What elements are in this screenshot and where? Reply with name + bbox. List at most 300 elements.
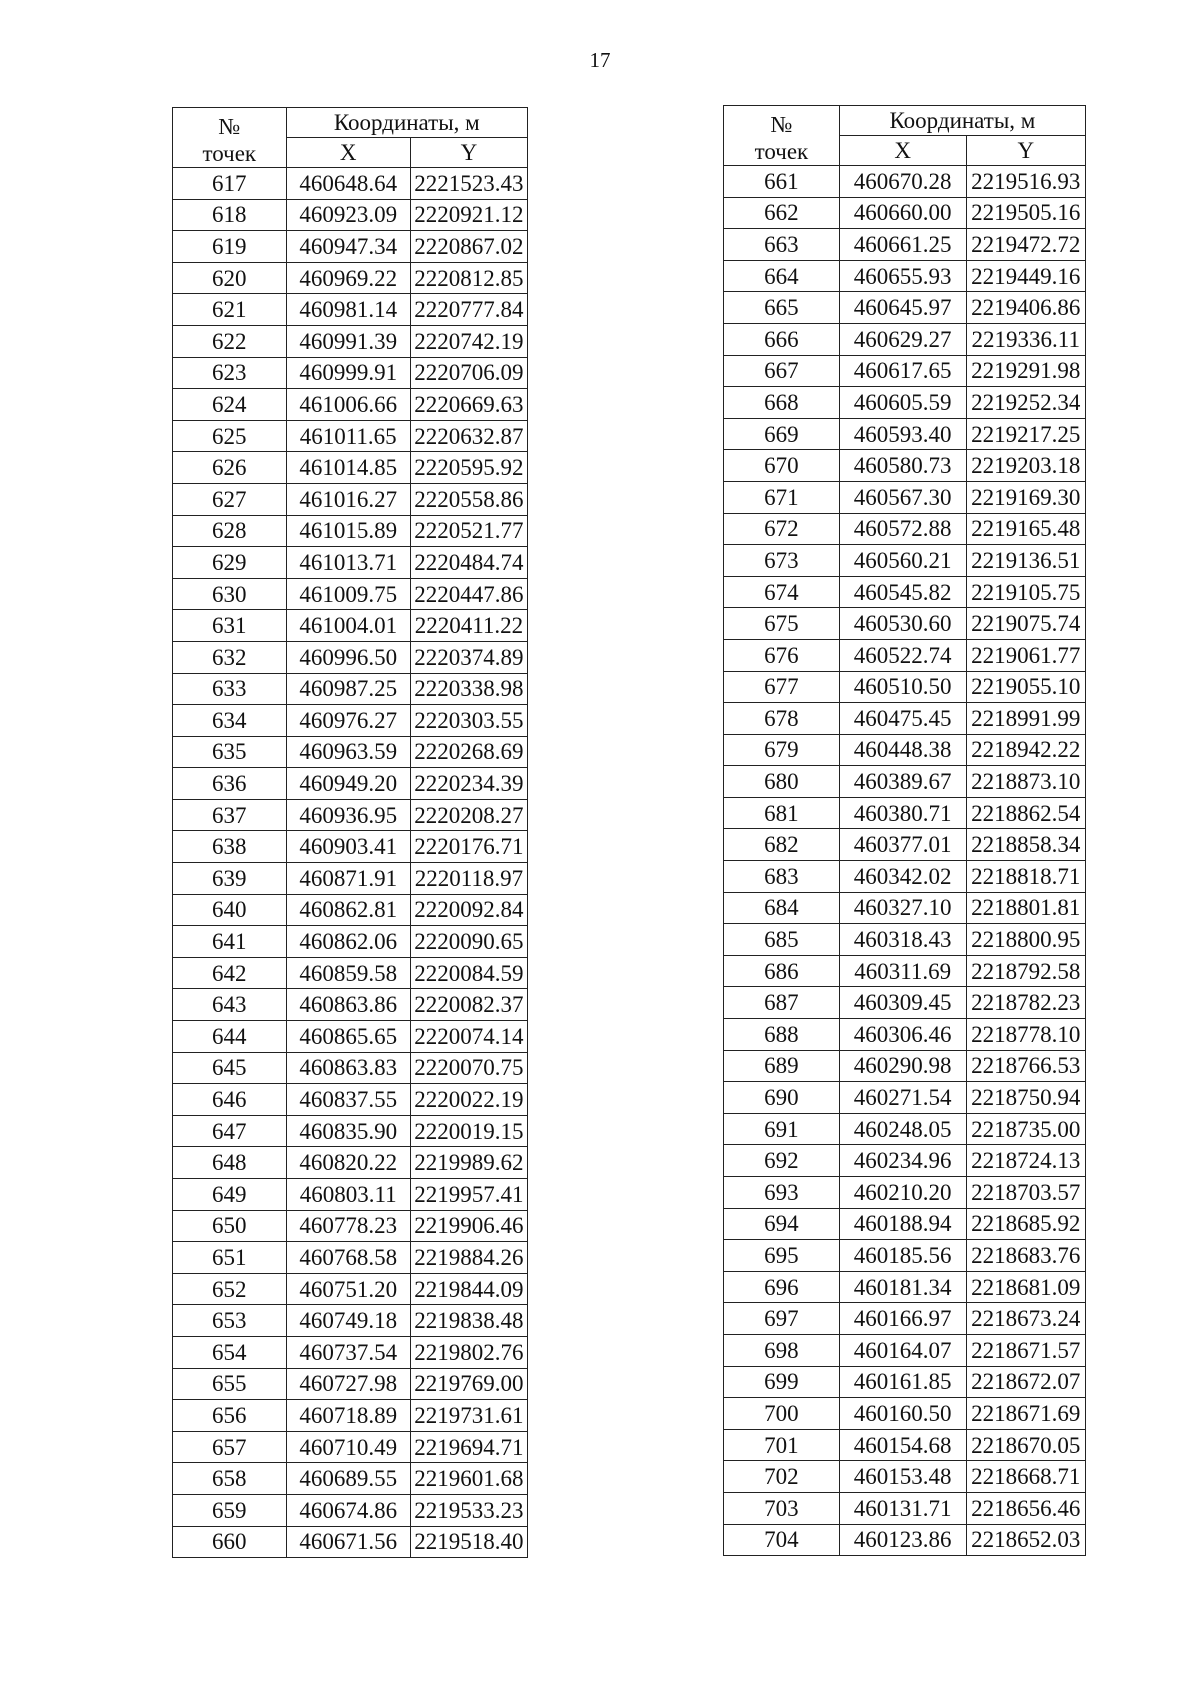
table-row (724, 1429, 1086, 1461)
point-number-cell: 655 (173, 1368, 287, 1400)
point-number-cell: 694 (724, 1208, 840, 1240)
table-row (173, 1052, 528, 1084)
point-number-cell: 677 (724, 671, 840, 703)
table-row (724, 292, 1086, 324)
y-coordinate-cell: 2219505.16 (966, 197, 1085, 229)
point-number-cell: 672 (724, 513, 840, 545)
point-number-cell: 658 (173, 1463, 287, 1495)
table-body (173, 168, 528, 1558)
table-body (724, 166, 1086, 1556)
table-row (173, 1147, 528, 1179)
y-column-header: Y (966, 136, 1085, 166)
y-coordinate-cell: 2219731.61 (410, 1400, 527, 1432)
table-row (724, 481, 1086, 513)
y-coordinate-cell: 2218750.94 (966, 1082, 1085, 1114)
x-coordinate-cell: 460947.34 (286, 231, 410, 263)
table-row (173, 515, 528, 547)
x-coordinate-cell: 460160.50 (839, 1398, 966, 1430)
x-coordinate-cell: 460153.48 (839, 1461, 966, 1493)
table-row (173, 926, 528, 958)
table-row (173, 199, 528, 231)
x-coordinate-cell: 460671.56 (286, 1526, 410, 1558)
table-row (724, 450, 1086, 482)
y-coordinate-cell: 2219336.11 (966, 323, 1085, 355)
table-row (724, 1492, 1086, 1524)
y-coordinate-cell: 2219957.41 (410, 1179, 527, 1211)
x-coordinate-cell: 460593.40 (839, 418, 966, 450)
y-coordinate-cell: 2218673.24 (966, 1303, 1085, 1335)
point-number-cell: 702 (724, 1461, 840, 1493)
point-number-cell: 645 (173, 1052, 287, 1084)
table-row (173, 1179, 528, 1211)
table-row (173, 641, 528, 673)
point-number-cell: 669 (724, 418, 840, 450)
table-row (724, 987, 1086, 1019)
table-row (724, 1366, 1086, 1398)
point-number-cell: 690 (724, 1082, 840, 1114)
point-number-cell: 701 (724, 1429, 840, 1461)
y-coordinate-cell: 2219449.16 (966, 260, 1085, 292)
x-coordinate-cell: 460803.11 (286, 1179, 410, 1211)
table-row (724, 1334, 1086, 1366)
table-row (173, 1400, 528, 1432)
point-number-cell: 622 (173, 325, 287, 357)
table-row (173, 1273, 528, 1305)
table-row (173, 420, 528, 452)
y-coordinate-cell: 2218683.76 (966, 1240, 1085, 1272)
x-coordinate-cell: 460164.07 (839, 1334, 966, 1366)
y-coordinate-cell: 2219105.75 (966, 576, 1085, 608)
point-number-cell: 649 (173, 1179, 287, 1211)
table-row (724, 1303, 1086, 1335)
x-coordinate-cell: 460865.65 (286, 1021, 410, 1053)
table-row (173, 1305, 528, 1337)
y-coordinate-cell: 2218991.99 (966, 703, 1085, 735)
y-coordinate-cell: 2220669.63 (410, 389, 527, 421)
table-row (173, 610, 528, 642)
table-row (724, 924, 1086, 956)
y-coordinate-cell: 2218778.10 (966, 1019, 1085, 1051)
point-number-cell: 628 (173, 515, 287, 547)
x-column-header: X (286, 138, 410, 168)
x-coordinate-cell: 460318.43 (839, 924, 966, 956)
x-coordinate-cell: 460863.83 (286, 1052, 410, 1084)
y-coordinate-cell: 2219838.48 (410, 1305, 527, 1337)
point-number-cell: 661 (724, 166, 840, 198)
table-row (173, 1021, 528, 1053)
point-number-cell: 656 (173, 1400, 287, 1432)
y-coordinate-cell: 2220812.85 (410, 262, 527, 294)
point-number-cell: 668 (724, 387, 840, 419)
table-row (724, 1145, 1086, 1177)
y-coordinate-cell: 2220447.86 (410, 578, 527, 610)
point-number-cell: 663 (724, 229, 840, 261)
table-row (173, 294, 528, 326)
point-number-cell: 626 (173, 452, 287, 484)
point-number-cell: 664 (724, 260, 840, 292)
points-label: точек (202, 141, 257, 166)
table-header (724, 106, 1086, 166)
table-row (173, 1463, 528, 1495)
x-coordinate-cell: 460661.25 (839, 229, 966, 261)
x-coordinate-cell: 460976.27 (286, 705, 410, 737)
point-number-cell: 697 (724, 1303, 840, 1335)
y-coordinate-cell: 2219291.98 (966, 355, 1085, 387)
point-number-cell: 638 (173, 831, 287, 863)
point-number-cell: 619 (173, 231, 287, 263)
point-number-cell: 635 (173, 736, 287, 768)
point-number-cell: 671 (724, 481, 840, 513)
y-coordinate-cell: 2218652.03 (966, 1524, 1085, 1556)
coordinates-header: Координаты, м (839, 106, 1085, 136)
y-coordinate-cell: 2219884.26 (410, 1242, 527, 1274)
table-row (724, 892, 1086, 924)
table-row (724, 387, 1086, 419)
y-coordinate-cell: 2219533.23 (410, 1494, 527, 1526)
y-coordinate-cell: 2220338.98 (410, 673, 527, 705)
y-coordinate-cell: 2219472.72 (966, 229, 1085, 261)
point-number-cell: 634 (173, 705, 287, 737)
x-coordinate-cell: 460161.85 (839, 1366, 966, 1398)
table-row (724, 355, 1086, 387)
x-coordinate-cell: 460903.41 (286, 831, 410, 863)
table-row (724, 1113, 1086, 1145)
table-row (724, 260, 1086, 292)
x-coordinate-cell: 460837.55 (286, 1084, 410, 1116)
point-number-header (173, 108, 287, 168)
point-number-header (724, 106, 840, 166)
table-row (724, 1050, 1086, 1082)
point-number-cell: 650 (173, 1210, 287, 1242)
y-coordinate-cell: 2220208.27 (410, 799, 527, 831)
table-row (724, 1208, 1086, 1240)
x-coordinate-cell: 460645.97 (839, 292, 966, 324)
y-coordinate-cell: 2218735.00 (966, 1113, 1085, 1145)
x-coordinate-cell: 460309.45 (839, 987, 966, 1019)
x-coordinate-cell: 460737.54 (286, 1336, 410, 1368)
x-coordinate-cell: 460670.28 (839, 166, 966, 198)
y-coordinate-cell: 2218672.07 (966, 1366, 1085, 1398)
table-row (724, 229, 1086, 261)
point-number-cell: 621 (173, 294, 287, 326)
table-row (173, 452, 528, 484)
y-coordinate-cell: 2220558.86 (410, 483, 527, 515)
table-row (724, 703, 1086, 735)
number-sign: № (770, 112, 793, 137)
table-row (173, 262, 528, 294)
y-coordinate-cell: 2220074.14 (410, 1021, 527, 1053)
x-coordinate-cell: 460271.54 (839, 1082, 966, 1114)
point-number-cell: 700 (724, 1398, 840, 1430)
x-coordinate-cell: 460648.64 (286, 168, 410, 200)
x-coordinate-cell: 460567.30 (839, 481, 966, 513)
point-number-cell: 643 (173, 989, 287, 1021)
table-row (173, 1115, 528, 1147)
point-number-cell: 660 (173, 1526, 287, 1558)
x-coordinate-cell: 460188.94 (839, 1208, 966, 1240)
y-coordinate-cell: 2218656.46 (966, 1492, 1085, 1524)
x-coordinate-cell: 460342.02 (839, 861, 966, 893)
y-coordinate-cell: 2219165.48 (966, 513, 1085, 545)
x-coordinate-cell: 460660.00 (839, 197, 966, 229)
table-row (724, 323, 1086, 355)
point-number-cell: 695 (724, 1240, 840, 1272)
x-coordinate-cell: 460475.45 (839, 703, 966, 735)
point-number-cell: 652 (173, 1273, 287, 1305)
y-coordinate-cell: 2220019.15 (410, 1115, 527, 1147)
y-coordinate-cell: 2220867.02 (410, 231, 527, 263)
points-label: точек (754, 139, 809, 164)
y-coordinate-cell: 2220374.89 (410, 641, 527, 673)
x-coordinate-cell: 461013.71 (286, 547, 410, 579)
x-coordinate-cell: 461009.75 (286, 578, 410, 610)
point-number-cell: 691 (724, 1113, 840, 1145)
x-coordinate-cell: 460778.23 (286, 1210, 410, 1242)
y-coordinate-cell: 2219061.77 (966, 639, 1085, 671)
x-coordinate-cell: 460835.90 (286, 1115, 410, 1147)
point-number-cell: 644 (173, 1021, 287, 1053)
point-number-cell: 647 (173, 1115, 287, 1147)
y-coordinate-cell: 2221523.43 (410, 168, 527, 200)
y-coordinate-cell: 2219844.09 (410, 1273, 527, 1305)
point-number-cell: 678 (724, 703, 840, 735)
table-row (724, 671, 1086, 703)
point-number-cell: 624 (173, 389, 287, 421)
point-number-cell: 639 (173, 863, 287, 895)
point-number-cell: 682 (724, 829, 840, 861)
point-number-cell: 675 (724, 608, 840, 640)
table-row (724, 861, 1086, 893)
x-coordinate-cell: 460306.46 (839, 1019, 966, 1051)
point-number-cell: 640 (173, 894, 287, 926)
y-coordinate-cell: 2219075.74 (966, 608, 1085, 640)
table-row (724, 766, 1086, 798)
y-coordinate-cell: 2220092.84 (410, 894, 527, 926)
table-row (173, 1242, 528, 1274)
x-coordinate-cell: 461016.27 (286, 483, 410, 515)
point-number-cell: 631 (173, 610, 287, 642)
y-coordinate-cell: 2220234.39 (410, 768, 527, 800)
table-row (724, 418, 1086, 450)
table-row (724, 1271, 1086, 1303)
x-coordinate-cell: 460749.18 (286, 1305, 410, 1337)
y-coordinate-cell: 2218703.57 (966, 1177, 1085, 1209)
point-number-cell: 636 (173, 768, 287, 800)
y-coordinate-cell: 2218862.54 (966, 797, 1085, 829)
table-row (173, 1084, 528, 1116)
x-coordinate-cell: 460996.50 (286, 641, 410, 673)
y-coordinate-cell: 2219601.68 (410, 1463, 527, 1495)
x-coordinate-cell: 460311.69 (839, 955, 966, 987)
y-coordinate-cell: 2220742.19 (410, 325, 527, 357)
point-number-cell: 693 (724, 1177, 840, 1209)
coordinates-header: Координаты, м (286, 108, 527, 138)
y-coordinate-cell: 2219203.18 (966, 450, 1085, 482)
x-coordinate-cell: 460210.20 (839, 1177, 966, 1209)
x-coordinate-cell: 460629.27 (839, 323, 966, 355)
table-row (173, 705, 528, 737)
x-coordinate-cell: 460123.86 (839, 1524, 966, 1556)
point-number-cell: 679 (724, 734, 840, 766)
table-row (173, 894, 528, 926)
y-coordinate-cell: 2220706.09 (410, 357, 527, 389)
y-coordinate-cell: 2218671.69 (966, 1398, 1085, 1430)
y-coordinate-cell: 2219055.10 (966, 671, 1085, 703)
point-number-cell: 665 (724, 292, 840, 324)
point-number-cell: 684 (724, 892, 840, 924)
x-coordinate-cell: 460560.21 (839, 545, 966, 577)
table-row (724, 545, 1086, 577)
coordinates-table-right (723, 105, 1086, 1556)
x-coordinate-cell: 460862.81 (286, 894, 410, 926)
point-number-cell: 637 (173, 799, 287, 831)
table-row (173, 357, 528, 389)
x-coordinate-cell: 460131.71 (839, 1492, 966, 1524)
coordinates-table-left (172, 107, 528, 1558)
point-number-cell: 654 (173, 1336, 287, 1368)
table-row (173, 831, 528, 863)
point-number-cell: 674 (724, 576, 840, 608)
y-coordinate-cell: 2220084.59 (410, 957, 527, 989)
point-number-cell: 633 (173, 673, 287, 705)
table-row (173, 863, 528, 895)
x-coordinate-cell: 460181.34 (839, 1271, 966, 1303)
y-coordinate-cell: 2220303.55 (410, 705, 527, 737)
x-coordinate-cell: 461015.89 (286, 515, 410, 547)
x-coordinate-cell: 460987.25 (286, 673, 410, 705)
point-number-cell: 686 (724, 955, 840, 987)
x-coordinate-cell: 460377.01 (839, 829, 966, 861)
y-column-header: Y (410, 138, 527, 168)
x-coordinate-cell: 460154.68 (839, 1429, 966, 1461)
x-coordinate-cell: 460380.71 (839, 797, 966, 829)
x-coordinate-cell: 460751.20 (286, 1273, 410, 1305)
point-number-cell: 689 (724, 1050, 840, 1082)
x-coordinate-cell: 461014.85 (286, 452, 410, 484)
y-coordinate-cell: 2220268.69 (410, 736, 527, 768)
point-number-cell: 623 (173, 357, 287, 389)
x-coordinate-cell: 460923.09 (286, 199, 410, 231)
x-coordinate-cell: 460936.95 (286, 799, 410, 831)
x-coordinate-cell: 460234.96 (839, 1145, 966, 1177)
y-coordinate-cell: 2220090.65 (410, 926, 527, 958)
y-coordinate-cell: 2220411.22 (410, 610, 527, 642)
point-number-cell: 648 (173, 1147, 287, 1179)
x-coordinate-cell: 460522.74 (839, 639, 966, 671)
point-number-cell: 685 (724, 924, 840, 956)
point-number-cell: 687 (724, 987, 840, 1019)
x-coordinate-cell: 460185.56 (839, 1240, 966, 1272)
x-coordinate-cell: 460166.97 (839, 1303, 966, 1335)
x-coordinate-cell: 461004.01 (286, 610, 410, 642)
table-row (724, 1524, 1086, 1556)
x-coordinate-cell: 460871.91 (286, 863, 410, 895)
point-number-cell: 632 (173, 641, 287, 673)
x-coordinate-cell: 460617.65 (839, 355, 966, 387)
y-coordinate-cell: 2219217.25 (966, 418, 1085, 450)
table-row (173, 325, 528, 357)
y-coordinate-cell: 2219169.30 (966, 481, 1085, 513)
x-coordinate-cell: 460530.60 (839, 608, 966, 640)
y-coordinate-cell: 2220595.92 (410, 452, 527, 484)
x-coordinate-cell: 460572.88 (839, 513, 966, 545)
x-coordinate-cell: 460863.86 (286, 989, 410, 1021)
point-number-cell: 618 (173, 199, 287, 231)
table-row (724, 1240, 1086, 1272)
table-row (173, 389, 528, 421)
x-coordinate-cell: 460689.55 (286, 1463, 410, 1495)
x-coordinate-cell: 460674.86 (286, 1494, 410, 1526)
y-coordinate-cell: 2218800.95 (966, 924, 1085, 956)
y-coordinate-cell: 2218782.23 (966, 987, 1085, 1019)
table-row (173, 483, 528, 515)
point-number-cell: 703 (724, 1492, 840, 1524)
x-coordinate-cell: 460949.20 (286, 768, 410, 800)
table-row (724, 1082, 1086, 1114)
table-row (724, 734, 1086, 766)
y-coordinate-cell: 2218792.58 (966, 955, 1085, 987)
point-number-cell: 653 (173, 1305, 287, 1337)
point-number-cell: 666 (724, 323, 840, 355)
x-coordinate-cell: 460963.59 (286, 736, 410, 768)
x-coordinate-cell: 460448.38 (839, 734, 966, 766)
point-number-cell: 627 (173, 483, 287, 515)
y-coordinate-cell: 2219136.51 (966, 545, 1085, 577)
table-row (173, 1494, 528, 1526)
y-coordinate-cell: 2218818.71 (966, 861, 1085, 893)
x-coordinate-cell: 460999.91 (286, 357, 410, 389)
y-coordinate-cell: 2218671.57 (966, 1334, 1085, 1366)
y-coordinate-cell: 2220176.71 (410, 831, 527, 863)
x-coordinate-cell: 460327.10 (839, 892, 966, 924)
x-coordinate-cell: 460710.49 (286, 1431, 410, 1463)
y-coordinate-cell: 2218685.92 (966, 1208, 1085, 1240)
point-number-cell: 646 (173, 1084, 287, 1116)
point-number-cell: 651 (173, 1242, 287, 1274)
y-coordinate-cell: 2219769.00 (410, 1368, 527, 1400)
y-coordinate-cell: 2220118.97 (410, 863, 527, 895)
table-row (724, 513, 1086, 545)
point-number-cell: 676 (724, 639, 840, 671)
point-number-cell: 698 (724, 1334, 840, 1366)
table-row (173, 578, 528, 610)
number-sign: № (218, 114, 241, 139)
table-row (173, 768, 528, 800)
y-coordinate-cell: 2219516.93 (966, 166, 1085, 198)
table-row (173, 1431, 528, 1463)
table-row (724, 197, 1086, 229)
point-number-cell: 670 (724, 450, 840, 482)
x-coordinate-cell: 460768.58 (286, 1242, 410, 1274)
point-number-cell: 692 (724, 1145, 840, 1177)
point-number-cell: 629 (173, 547, 287, 579)
y-coordinate-cell: 2218858.34 (966, 829, 1085, 861)
table-header (173, 108, 528, 168)
x-coordinate-cell: 460718.89 (286, 1400, 410, 1432)
x-coordinate-cell: 460820.22 (286, 1147, 410, 1179)
table-row (173, 1210, 528, 1242)
table-row (724, 166, 1086, 198)
table-row (724, 1461, 1086, 1493)
x-coordinate-cell: 460655.93 (839, 260, 966, 292)
y-coordinate-cell: 2220082.37 (410, 989, 527, 1021)
x-coordinate-cell: 461006.66 (286, 389, 410, 421)
point-number-cell: 681 (724, 797, 840, 829)
y-coordinate-cell: 2220521.77 (410, 515, 527, 547)
x-coordinate-cell: 460605.59 (839, 387, 966, 419)
point-number-cell: 667 (724, 355, 840, 387)
table-row (724, 797, 1086, 829)
